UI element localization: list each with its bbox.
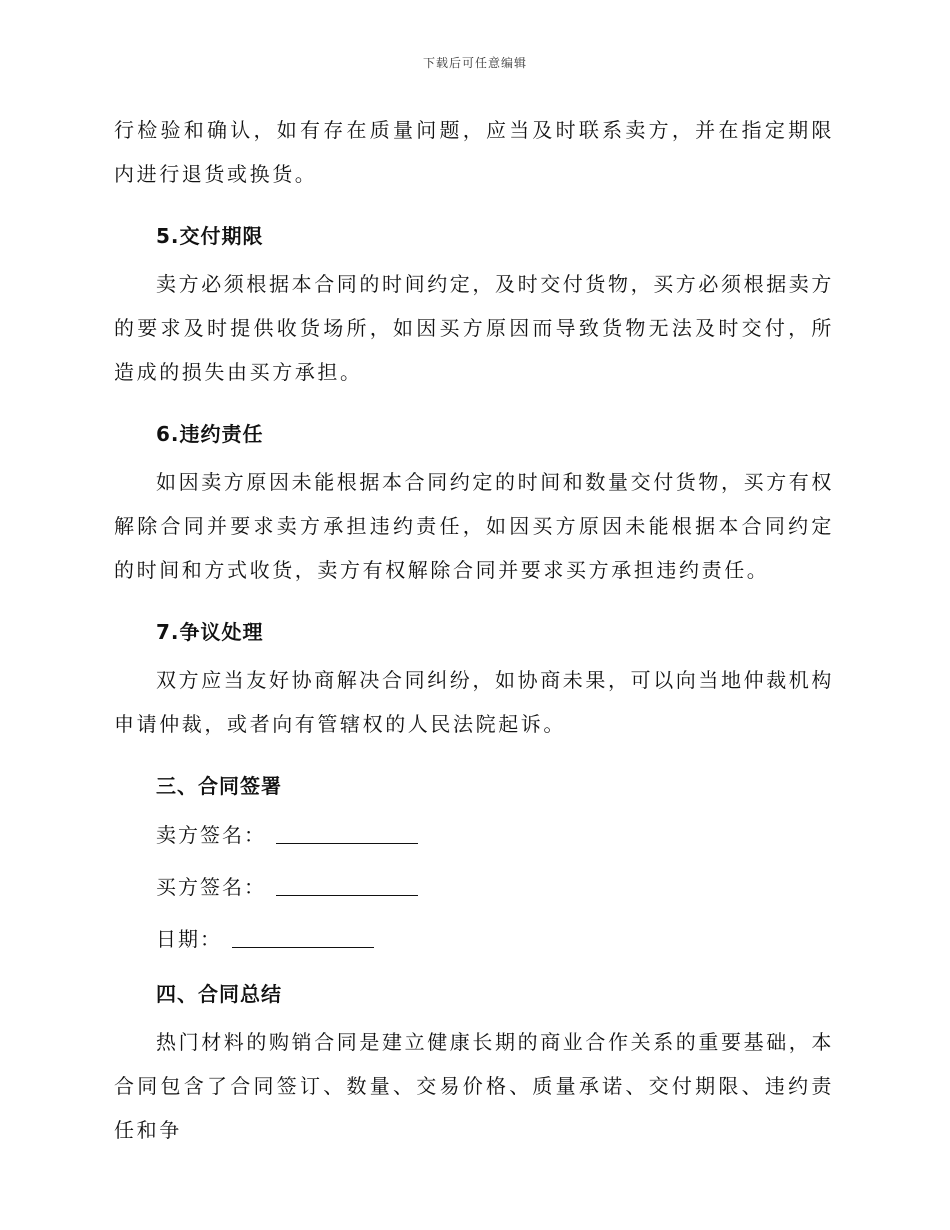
document-body	[114, 108, 834, 1152]
page-header: 下载后可任意编辑	[422, 56, 527, 70]
date-blank[interactable]	[232, 927, 374, 948]
section-7-paragraph: 双方应当友好协商解决合同纠纷，如协商未果，可以向当地仲裁机构申请仲裁，或者向有管辖权的人民法院起诉。	[114, 668, 834, 736]
summary-section-title: 四、合同总结	[156, 982, 282, 1006]
seller-signature-line	[114, 820, 834, 850]
buyer-signature-label: 买方签名：	[156, 875, 266, 899]
summary-paragraph: 热门材料的购销合同是建立健康长期的商业合作关系的重要基础，本合同包含了合同签订、数量、交易价格、质量承诺、交付期限、违约责任和争	[114, 1030, 834, 1142]
seller-signature-label: 卖方签名：	[156, 823, 266, 847]
date-label: 日期：	[156, 927, 222, 951]
date-line	[114, 924, 834, 954]
section-5-paragraph: 卖方必须根据本合同的时间约定，及时交付货物，买方必须根据卖方的要求及时提供收货场所，如因买方原因而导致货物无法及时交付，所造成的损失由买方承担。	[114, 272, 834, 384]
section-7-title: 7.争议处理	[156, 620, 264, 644]
buyer-signature-line	[114, 872, 834, 902]
section-6-title: 6.违约责任	[156, 422, 264, 446]
intro-paragraph: 行检验和确认，如有存在质量问题，应当及时联系卖方，并在指定期限内进行退货或换货。	[114, 118, 834, 186]
section-6-paragraph: 如因卖方原因未能根据本合同约定的时间和数量交付货物，买方有权解除合同并要求卖方承担违约责任，如因买方原因未能根据本合同约定的时间和方式收货，卖方有权解除合同并要求买方承担违约责任。	[114, 470, 834, 582]
buyer-signature-blank[interactable]	[276, 875, 418, 896]
section-5-title: 5.交付期限	[156, 224, 264, 248]
signing-section-title: 三、合同签署	[156, 774, 282, 798]
seller-signature-blank[interactable]	[276, 823, 418, 844]
